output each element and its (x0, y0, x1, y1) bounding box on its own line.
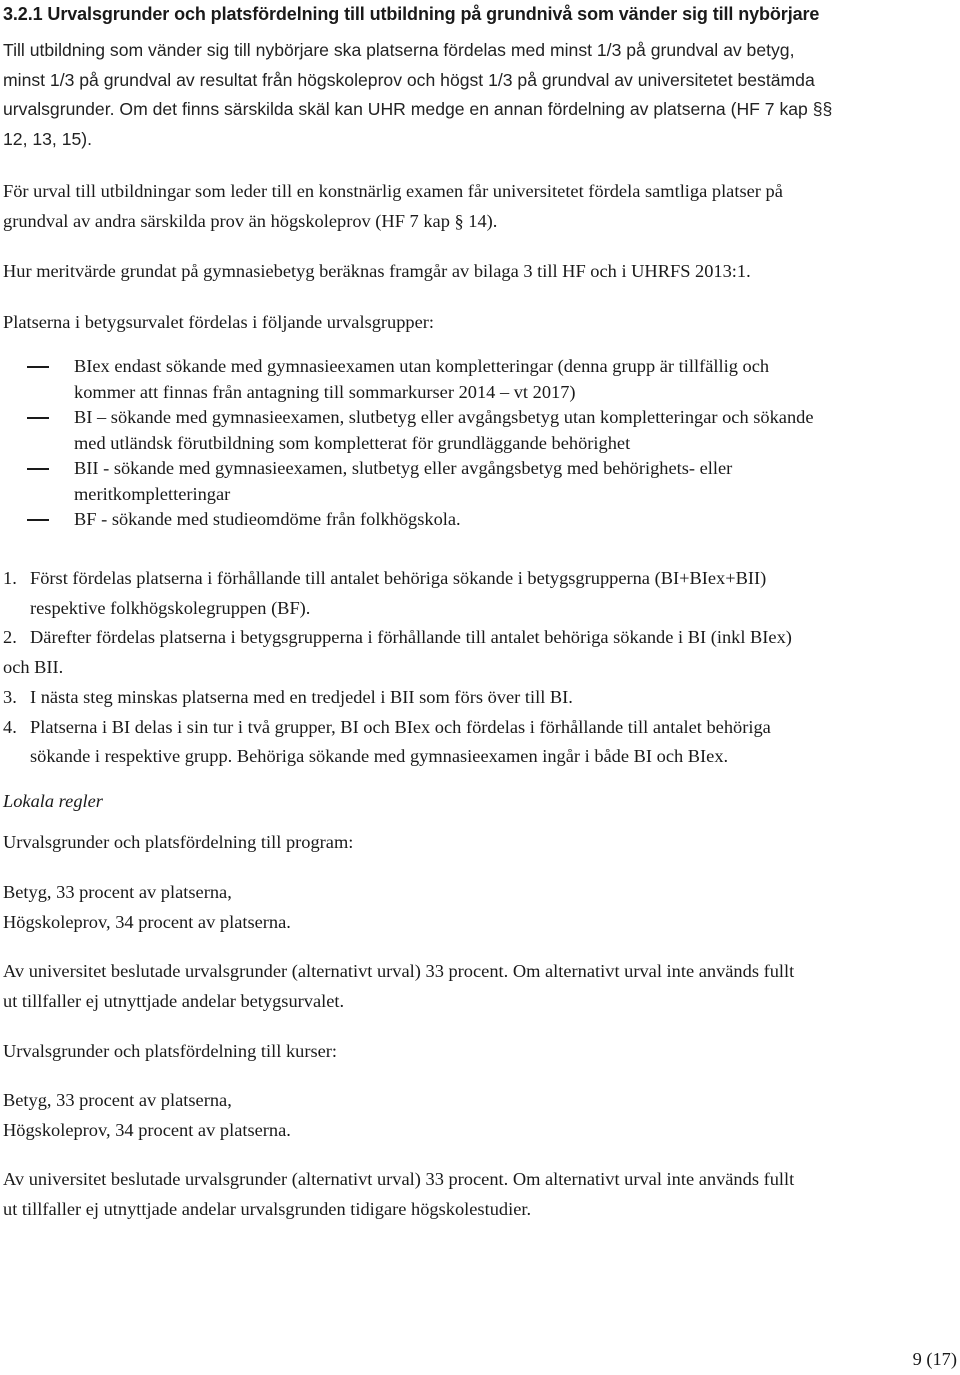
list-item: 1. Först fördelas platserna i förhållande till antalet behöriga sökande i betygsgrupperna (BI+BIex+BII) respektive folkhögskolegruppen (BF). (3, 564, 955, 623)
courses-title: Urvalsgrunder och platsfördelning till kurser: (3, 1041, 338, 1061)
urvalsgrupper-list (3, 354, 955, 533)
dash-bullet-icon (27, 417, 49, 419)
step-number: 3. (3, 686, 17, 707)
section-heading: 3.2.1 Urvalsgrunder och platsfördelning till utbildning på grundnivå som vänder sig till nybörjare (3, 4, 820, 24)
program-title: Urvalsgrunder och platsfördelning till program: (3, 832, 354, 852)
step-number: 4. (3, 716, 17, 737)
list-item: BI – sökande med gymnasieexamen, slutbetyg eller avgångsbetyg utan kompletteringar och sökande med utländsk förutbildning som kompletterat för grundläggande behörighet (3, 405, 955, 456)
meritvarde-paragraph: Hur meritvärde grundat på gymnasiebetyg beräknas framgår av bilaga 3 till HF och i UHRFS 2013:1. (3, 261, 751, 281)
courses-alternative: Av universitet beslutade urvalsgrunder (alternativt urval) 33 procent. Om alternativt urval inte används fullt ut tillfaller ej utnyttjade andelar urvalsgrunden tidigare högskolestudier. (3, 1169, 795, 1219)
intro-line: minst 1/3 på grundval av resultat från högskoleprov och högst 1/3 på grundval av universitetet bestämda (3, 69, 815, 90)
dash-bullet-icon (27, 366, 49, 368)
intro-line: 12, 13, 15). (3, 128, 93, 149)
program-hogskoleprov: Högskoleprov, 34 procent av platserna. (3, 911, 291, 932)
konstnarlig-paragraph (3, 177, 783, 236)
courses-betyg: Betyg, 33 procent av platserna, (3, 1090, 232, 1110)
dash-bullet-icon (27, 468, 49, 470)
program-alternative: Av universitet beslutade urvalsgrunder (alternativt urval) 33 procent. Om alternativt urval inte används fullt ut tillfaller ej utnyttjade andelar betygsurvalet. (3, 961, 795, 1011)
list-item: 3. I nästa steg minskas platserna med en tredjedel i BII som förs över till BI. (3, 683, 955, 713)
intro-paragraph (3, 36, 832, 154)
intro-line: urvalsgrunder. Om det finns särskilda skäl kan UHR medge en annan fördelning av platserna (HF 7 kap §§ (3, 99, 833, 119)
fordelning-steps-list (3, 564, 955, 772)
courses-hogskoleprov: Högskoleprov, 34 procent av platserna. (3, 1119, 291, 1140)
list-item: BIex endast sökande med gymnasieexamen utan kompletteringar (denna grupp är tillfällig och kommer att finnas från antagning till sommarkurser 2014 – vt 2017) (3, 354, 955, 405)
intro-line: Till utbildning som vänder sig till nybörjare ska platserna fördelas med minst 1/3 på grundval av betyg, (3, 40, 795, 60)
konst-line: grundval av andra särskilda prov än högskoleprov (HF 7 kap § 14). (3, 210, 498, 231)
groups-intro: Platserna i betygsurvalet fördelas i följande urvalsgrupper: (3, 312, 435, 332)
konst-line: För urval till utbildningar som leder till en konstnärlig examen får universitetet fördela samtliga platser på (3, 181, 783, 201)
dash-bullet-icon (27, 519, 49, 521)
step-number: 1. (3, 568, 17, 588)
step-number: 2. (3, 627, 17, 648)
courses-allocation (3, 1086, 291, 1145)
local-rules-heading: Lokala regler (3, 791, 103, 811)
list-item: BF - sökande med studieomdöme från folkhögskola. (3, 507, 955, 533)
list-item: BII - sökande med gymnasieexamen, slutbetyg eller avgångsbetyg med behörighets- eller meritkompletteringar (3, 456, 955, 507)
list-item: 2. Därefter fördelas platserna i betygsgrupperna i förhållande till antalet behöriga sökande i BI (inkl BIex) och BII. (3, 623, 955, 682)
program-betyg: Betyg, 33 procent av platserna, (3, 882, 232, 902)
page-number: 9 (17) (912, 1349, 957, 1369)
list-item: 4. Platserna i BI delas i sin tur i två grupper, BI och BIex och fördelas i förhållande till antalet behöriga sökande i respektive grupp. Behöriga sökande med gymnasieexamen ingår i både BI och BIex. (3, 713, 955, 772)
program-allocation (3, 878, 291, 937)
